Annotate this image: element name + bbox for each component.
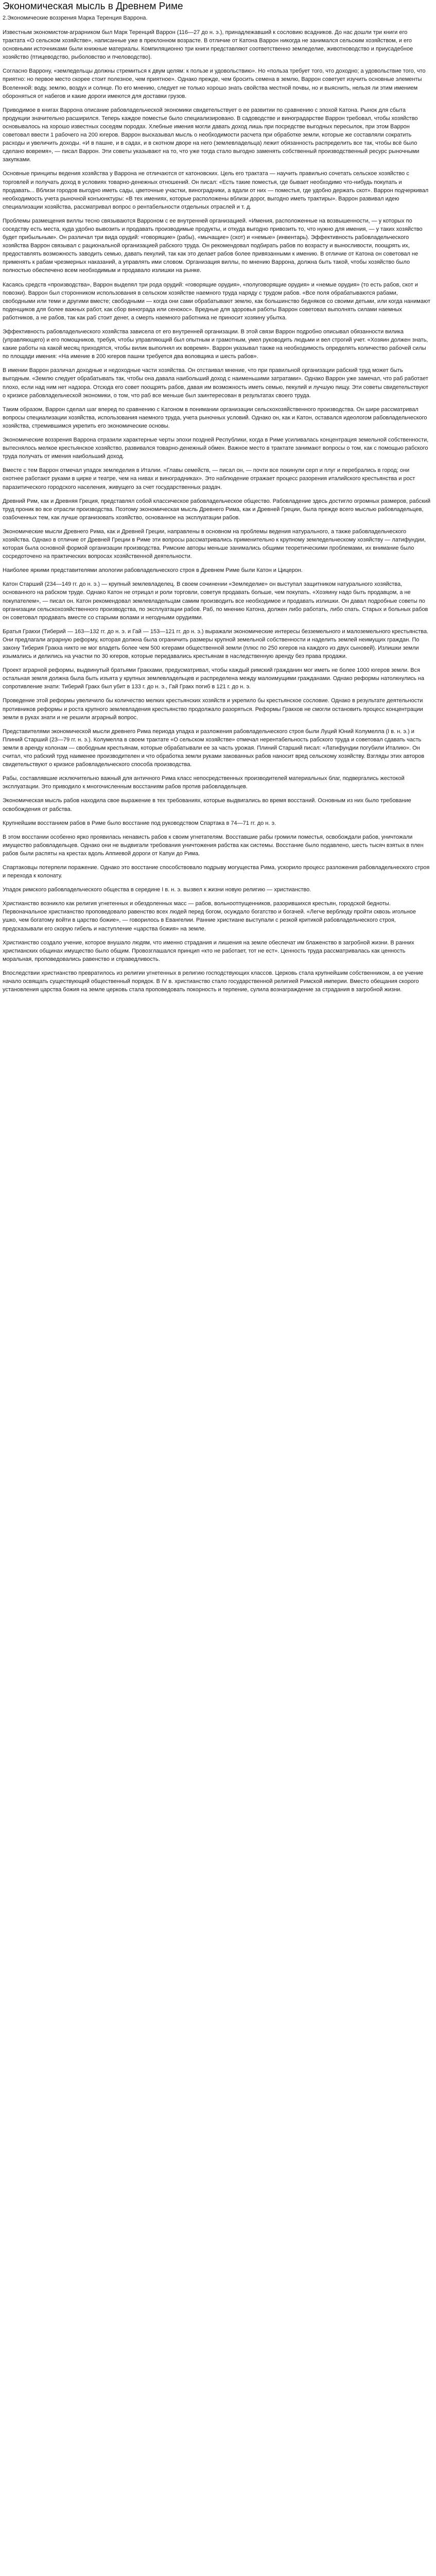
paragraph: Представителями экономической мысли древнего Рима периода упадка и разложения рабовладельческого строя были Луций Юний Колумелла (I в. н. э.) и Плиний Старший (23—79 гг. н. э.). Колумелла в своем трактате «О сельском хозяйстве» отмечал нерентабельность рабского труда и советовал сдавать часть земли в аренду колонам — свободным крестьянам, которые обрабатывали ее за часть урожая. Плиний Старший писал: «Латифундии погубили Италию». Он считал, что рабский труд наименее производителен и что обработка земли руками закованных рабов наносит вред сельскому хозяйству. Взгляды этих авторов свидетельствуют о кризисе рабовладельческого способа производства. [3,728,425,768]
article-subtitle: 2.Экономические воззрения Марка Теренция Варрона. [3,15,148,21]
page-title: Экономическая мысль в Древнем Риме [3,1,183,12]
paragraph: Катон Старший (234—149 гг. до н. э.) — крупный землевладелец. В своем сочинении «Земледелие» он выступал защитником натурального хозяйства, основанного на рабском труде. Однако Катон не отрицал и роли торговли, советуя продавать больше, чем покупать. «Хозяину надо быть продавцом, а не покупателем», — писал он. Катон рекомендовал землевладельцам самим производить все необходимое и продавать излишки. Он давал подробные советы по организации сельскохозяйственного производства, по эксплуатации рабов. Раб, по мнению Катона, должен либо работать, либо спать. Старых и больных рабов он советовал продавать вместе со старыми волами и негодными орудиями. [3,581,428,621]
paragraph: Братья Гракхи (Тиберий — 163—132 гг. до н. э. и Гай — 153—121 гг. до н. э.) выражали экономические интересы безземельного и малоземельного крестьянства. Они предлагали аграрную реформу, которая должна была ограничить размеры крупной земельной собственности и наделить землей неимущих граждан. По закону Тиберия Гракха никто не мог владеть более чем 500 югерами общественной земли (плюс по 250 югеров на каждого из двух сыновей). Излишки земли изымались и делились на участки по 30 югеров, которые передавались крестьянам в наследственную аренду без права продажи. [3,628,429,660]
paragraph: Известным экономистом-аграрником был Марк Теренций Варрон (116—27 до н. э.), принадлежавший к сословию всадников. До нас дошли три книги его трактата «О сельском хозяйстве», написанные уже в преклонном возрасте. В отличие от Катона Варрон никогда не занимался сельским хозяйством, и его основными источниками были книжные материалы. Компиляционно три книги представляют соответственно земледелие, животноводство и приусадебное хозяйство (птицеводство, рыболовство и пчеловодство). [3,29,413,61]
paragraph: Касаясь средств «производства», Варрон выделял три рода орудий: «говорящие орудия», «полуговорящие орудия» и «немые орудия» (то есть рабов, скот и повозки). Варрон был сторонником использования в сельском хозяйстве наемного труда наряду с трудом рабов. «Все поля обрабатываются рабами, свободными или теми и другими вместе; свободными — когда они сами обрабатывают землю, как большинство бедняков со своими детьми, или когда нанимают поденщиков для более важных работ, как сбор винограда или сенокос». Вредные для здоровья работы Варрон советовал выполнять силами наемных работников, а не рабов, так как раб стоит денег, а смерть наемного работника не приносит хозяину убытка. [3,281,430,321]
page [0,0,436,994]
paragraph: Крупнейшим восстанием рабов в Риме было восстание под руководством Спартака в 74—71 гг. до н. э. [3,820,276,826]
paragraph: Упадок римского рабовладельческого общества в середине I в. н. э. вызвел к жизни новую религию — христианство. [3,887,311,893]
paragraph: В имении Варрон различал доходные и недоходные части хозяйства. Он отстаивал мнение, что при правильной организации рабский труд может быть выгодным. «Землю следует обрабатывать так, чтобы она давала наибольший доход с наименьшими затратами». Однако Варрон уже замечал, что раб работает плохо, если над ним нет надзора. Отсюда его совет поощрять рабов, давая им возможность иметь семью, пекулий и лучшую пищу. Эти советы свидетельствуют о кризисе рабовладельческой экономики, о том, что раб все меньше был заинтересован в результатах своего труда. [3,367,429,399]
paragraph: Проблемы размещения виллы тесно связываются Варроном с ее внутренней организацией. «Имения, расположенные на возвышенности, — у которых по соседству есть места, куда удобно вывозить и продавать производимые продукты, и откуда выгодно привозить то, что нужно для имения, — у таких хозяйство будет прибыльным». Он различал три вида орудий: «говорящие» (рабы), «мычащие» (скот) и «немые» (инвентарь). Эффективность рабовладельческого хозяйства Варрон связывал с рациональной организацией рабского труда. Он рекомендовал подбирать рабов по возрасту и выносливости, поощрять их, предоставлять возможность заводить семью, давать пекулий, так как это делает рабов более привязанными к имению. В отличие от Катона он советовал не применять к рабам чрезмерных наказаний, а управлять ими словом. Организация виллы, по мнению Варрона, должна быть такой, чтобы хозяйство было полностью обеспечено всем необходимым и продавало излишки на рынке. [3,217,423,274]
paragraph: Эффективность рабовладельческого хозяйства зависела от его внутренней организации. В этой связи Варрон подробно описывал обязанности вилика (управляющего) и его помощников, требуя, чтобы управляющий был опытным и грамотным, умел руководить людьми и вел строгий учет. «Хозяин должен знать, какие работы на какой месяц приходятся, чтобы вилик выполнял их вовремя». Варрон указывал также на необходимость определять количество рабочей силы по площади имения: «На имение в 200 югеров пашни требуется два воловщика и шесть рабов». [3,329,428,360]
paragraph: Экономическая мысль рабов находила свое выражение в тех требованиях, которые выдвигались во время восстаний. Основным из них было требование освобождения от рабства. [3,798,411,812]
paragraph: Вместе с тем Варрон отмечал упадок земледелия в Италии. «Главы семейств, — писал он, — почти все покинули серп и плуг и перебрались в город; они охотнее работают руками в цирке и театре, чем на нивах и виноградниках». Это наблюдение отражает процесс разорения италийского крестьянства и рост паразитического городского населения, живущего за счет государственных раздач. [3,467,415,490]
paragraph: Спартаковцы потерпели поражение. Однако это восстание способствовало подрыву могущества Рима, ускорило процесс разложения рабовладельческого строя и перехода к колонату. [3,864,430,879]
paragraph: Согласно Варрону, «земледельцы должны стремиться к двум целям: к пользе и удовольствию». Но «польза требует того, что доходно; а удовольствие того, что приятно: но первое место скорее стоит полезное, чем приятное». Однако прежде, чем бросить семена в землю, Варрон советует изучить основные элементы Вселенной: воду, землю, воздух и солнце. По его мнению, следует не только хорошо знать свойства местной почвы, но и выяснить, нельзя ли этим имением обороняться от набегов и какие дороги имеются для доставки грузов. [3,68,426,99]
paragraph: В этом восстании особенно ярко проявилась ненависть рабов к своим угнетателям. Восставшие рабы громили поместья, освобождали рабов, уничтожали имущество рабовладельцев. Однако они не выдвигали требования уничтожения рабства как системы. Восстание было подавлено, шесть тысяч взятых в плен рабов были распяты на крестах вдоль Аппиевой дороги от Капуи до Рима. [3,834,424,857]
article-body [3,28,431,994]
paragraph: Христианство создало учение, которое внушало людям, что именно страдания и лишения на земле обеспечат им блаженство в загробной жизни. В ранних христианских общинах имущество было общим. Провозглашался принцип «кто не работает, тот не ест». Ценность труда рассматривалась как ценность моральная, проповедовались равенство и справедливость. [3,939,414,962]
paragraph: Рабы, составлявшие исключительно важный для античного Рима класс непосредственных производителей материальных благ, подвергались жестокой эксплуатации. Это приводило к многочисленным восстаниям рабов против рабовладельцев. [3,775,405,790]
paragraph: Христианство возникло как религия угнетенных и обездоленных масс — рабов, вольноотпущенников, разорившихся крестьян, городской бедноты. Первоначальное христианство проповедовало равенство всех людей перед богом, осуждало богатство и богачей. «Легче верблюду пройти сквозь игольное ушко, чем богатому войти в царство божие», — говорилось в Евангелии. Ранние христиане выступали с резкой критикой рабовладельческого строя, предсказывали его скорую гибель и наступление «царства божия» на земле. [3,901,416,932]
paragraph: Экономические воззрения Варрона отразили характерные черты эпохи поздней Республики, когда в Риме усиливалась концентрация земельной собственности, вытеснялось мелкое крестьянское хозяйство, развивался товарно-денежный обмен. Важное место в трактате занимают вопросы о том, как с помощью рабского труда получать от имения наибольший доход. [3,437,429,460]
paragraph: Основные принципы ведения хозяйства у Варрона не отличаются от катоновских. Цель его трактата — научить правильно сочетать сельское хозяйство с торговлей и получать доход в условиях товарно-денежных отношений. Он писал: «Есть такие поместья, где бывает необходимо что-нибудь покупать и продавать... Вблизи городов выгодно иметь сады, цветочные участки, виноградники, а вдали от них — поместья, где удобно держать скот». Варрон подчеркивал необходимость учета рыночной конъюнктуры: «В тех имениях, которые расположены вблизи дорог, выгодно иметь трактиры». Варрон развивал идею специализации хозяйства, рассматривал вопрос о рентабельности отдельных отраслей и т. д. [3,171,429,210]
paragraph: Наиболее яркими представителями апологии рабовладельческого строя в Древнем Риме были Катон и Цицерон. [3,567,303,574]
paragraph: Древний Рим, как и Древняя Греция, представлял собой классическое рабовладельческое общество. Рабовладение здесь достигло огромных размеров, рабский труд проник во все отрасли производства. Поэтому экономическая мысль Древнего Рима, как и Древней Греции, была прежде всего мыслью рабовладельцев, озабоченных тем, как лучше организовать хозяйство, основанное на эксплуатации рабов. [3,498,431,521]
paragraph: Приводимое в книгах Варрона описание рабовладельческой экономики свидетельствует о ее развитии по сравнению с эпохой Катона. Рынок для сбыта продукции значительно расширился. Теперь каждое поместье было специализировано. В садоводстве и виноградарстве Варрон требовал, чтобы хозяйство основывалось на хорошо известных соседям породах. Хлебные имения могли давать доход лишь при посредстве выгодных пересылок, при этом Варрон советовал ввести 1 рабочего на 200 югеров. Варрон высказывал мысль о необходимости расчета при обработке земли, которые же составляли сократить расходы и увеличить доходы. «И в пашне, и в садах, и в скотном дворе на него (землевладельца) лежит обязанность распределить все так, чтобы всё было сделано вовремя», — писал Варрон. Эти советы указывают на то, что уже тогда стало выгодно заменять собственный производственный ресурс рыночными закупками. [3,107,420,163]
paragraph: Проведение этой реформы увеличило бы количество мелких крестьянских хозяйств и укрепило бы крестьянское сословие. Однако в результате деятельности противников реформы и роста крупного землевладения крестьянство продолжало разоряться. Реформы Гракхов не смогли остановить процесс концентрации земли в руках знати и не решили аграрный вопрос. [3,698,423,721]
paragraph: Проект аграрной реформы, выдвинутый братьями Гракхами, предусматривал, чтобы каждый римский гражданин мог иметь не более 1000 югеров земли. Вся остальная земля должна была быть изъята у крупных землевладельцев и распределена между малоимущими гражданами. Однако реформы натолкнулись на сопротивление знати: Тиберий Гракх был убит в 133 г. до н. э., Гай Гракх погиб в 121 г. до н. э. [3,667,425,690]
paragraph: Впоследствии христианство превратилось из религии угнетенных в религию господствующих классов. Церковь стала крупнейшим собственником, а ее учение начало освящать существующий общественный порядок. В IV в. христианство стало государственной религией Римской империи. Вместо обещания скорого установления царства божия на земле церковь стала проповедовать покорность и терпение, сулила вознаграждение за страдания в загробной жизни. [3,970,424,993]
paragraph: Экономические мысли Древнего Рима, как и Древней Греции, направлены в основном на проблемы ведения натурального, а также рабовладельческого хозяйства. Однако в отличие от Древней Греции в Риме эти вопросы рассматривались применительно к крупному земледельческому хозяйству — латифундии, которая была основной формой организации производства. Римские авторы меньше занимались общими теоретическими проблемами, их внимание было сосредоточено на практических вопросах хозяйственной деятельности. [3,528,426,560]
paragraph: Таким образом, Варрон сделал шаг вперед по сравнению с Катоном в понимании организации сельскохозяйственного производства. Он шире рассматривал вопросы специализации хозяйства, использования наемного труда, учета рыночных условий. Однако он, как и Катон, оставался идеологом рабовладельческого хозяйства, стремившимся укрепить его экономические основы. [3,406,427,429]
